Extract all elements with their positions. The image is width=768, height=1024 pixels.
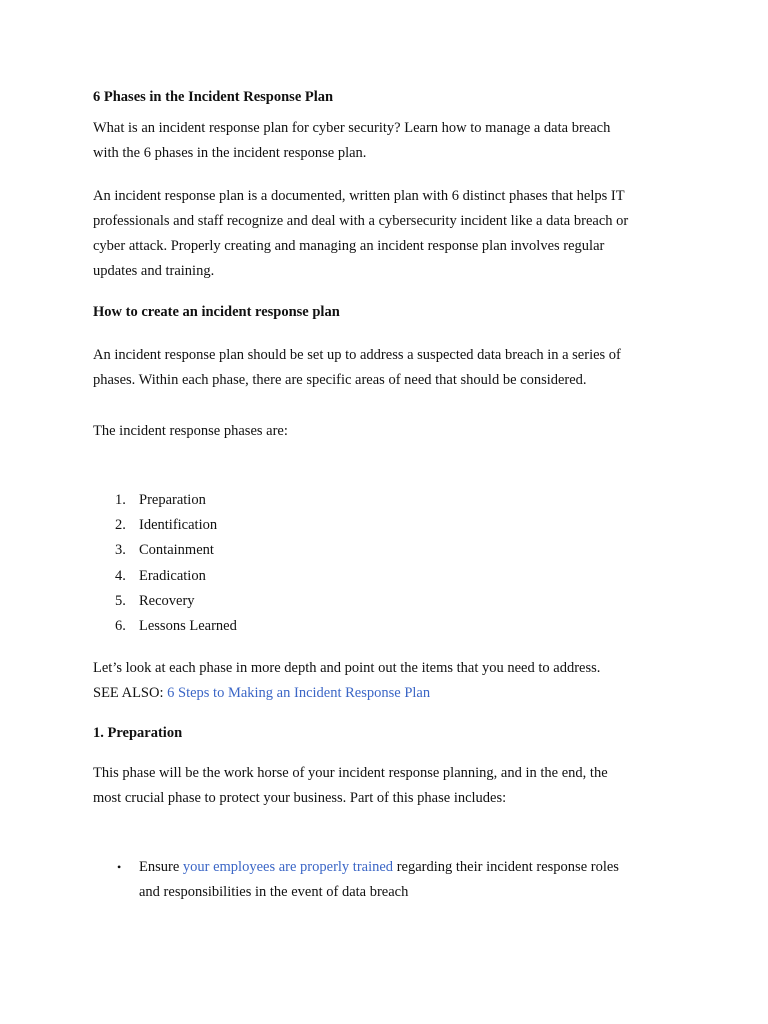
how-to-paragraph — [93, 343, 683, 393]
definition-line-1: An incident response plan is a documented, written plan with 6 distinct phases that helps IT — [93, 188, 625, 204]
definition-line-2: professionals and staff recognize and deal with a cybersecurity incident like a data breach or — [93, 213, 629, 229]
see-also-prefix: SEE ALSO: — [93, 685, 168, 701]
list-item-label: Eradication — [139, 567, 206, 584]
list-item-number: 6. — [115, 617, 126, 634]
phases-list — [93, 488, 683, 639]
list-item-label: Lessons Learned — [139, 617, 237, 634]
preparation-line-2: most crucial phase to protect your business. Part of this phase includes: — [93, 790, 507, 806]
how-to-heading: How to create an incident response plan — [93, 304, 340, 320]
definition-line-4: updates and training. — [93, 263, 215, 279]
preparation-heading: 1. Preparation — [93, 725, 183, 741]
list-item — [93, 488, 683, 513]
bullet-suffix: regarding their incident response roles — [393, 859, 619, 875]
list-item — [93, 589, 683, 614]
phases-intro: The incident response phases are: — [93, 423, 288, 439]
list-item-number: 3. — [115, 542, 126, 559]
list-item — [93, 538, 683, 563]
document-title: 6 Phases in the Incident Response Plan — [93, 89, 334, 105]
how-to-line-2: phases. Within each phase, there are specific areas of need that should be considered. — [93, 372, 587, 388]
list-item-number: 5. — [115, 592, 126, 609]
list-item-label: Containment — [139, 542, 214, 559]
intro-paragraph — [93, 116, 683, 166]
list-item-number: 2. — [115, 517, 126, 534]
how-to-line-1: An incident response plan should be set up to address a suspected data breach in a series of — [93, 347, 621, 363]
look-text: Let’s look at each phase in more depth and point out the items that you need to address. — [93, 660, 601, 676]
list-item — [93, 614, 683, 639]
definition-line-3: cyber attack. Properly creating and managing an incident response plan involves regular — [93, 238, 605, 254]
bullet-line-2: and responsibilities in the event of data breach — [139, 884, 409, 900]
employees-trained-link[interactable]: your employees are properly trained — [182, 859, 394, 875]
bullet-prefix: Ensure — [139, 859, 183, 875]
preparation-bullets — [93, 855, 683, 905]
list-item-number: 4. — [115, 567, 126, 584]
intro-line-1: What is an incident response plan for cyber security? Learn how to manage a data breach — [93, 120, 611, 136]
list-item — [93, 855, 683, 905]
list-item — [93, 513, 683, 538]
bullet-line-1 — [139, 855, 683, 880]
see-also-link[interactable]: 6 Steps to Making an Incident Response Plan — [167, 685, 431, 701]
look-paragraph — [93, 656, 683, 706]
preparation-line-1: This phase will be the work horse of your incident response planning, and in the end, the — [93, 765, 608, 781]
list-item — [93, 564, 683, 589]
bullet-icon: • — [117, 860, 122, 874]
preparation-paragraph — [93, 761, 683, 811]
intro-line-2: with the 6 phases in the incident response plan. — [93, 145, 367, 161]
list-item-label: Preparation — [139, 492, 206, 508]
list-item-number: 1. — [115, 492, 126, 508]
definition-paragraph — [93, 184, 683, 284]
list-item-label: Identification — [139, 517, 218, 534]
see-also-line — [93, 681, 683, 706]
list-item-label: Recovery — [139, 592, 195, 609]
